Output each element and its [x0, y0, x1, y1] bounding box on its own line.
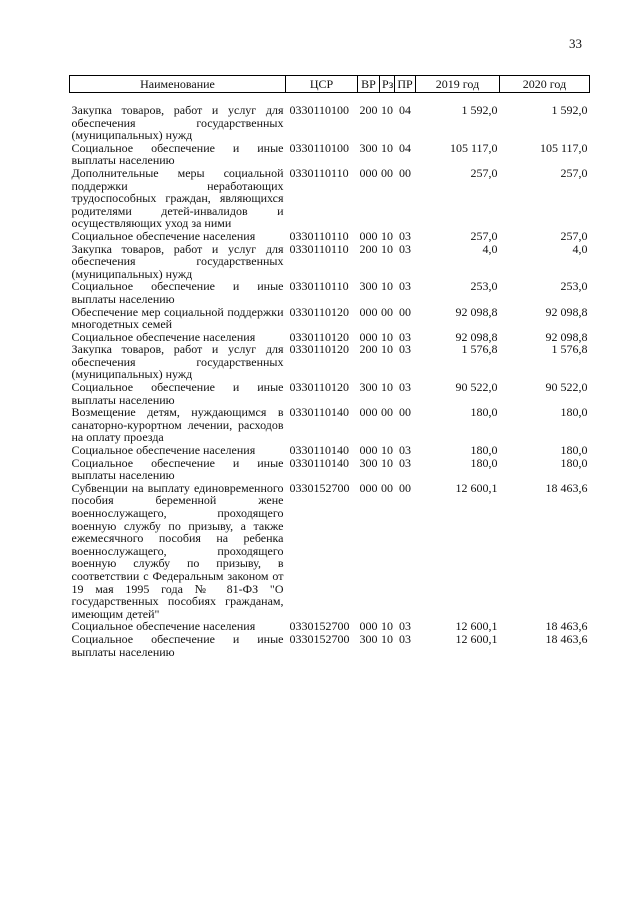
row-amount-2020: 180,0	[560, 443, 588, 458]
row-pr: 03	[399, 342, 411, 357]
header-2020: 2020 год	[500, 76, 590, 93]
row-vr: 000	[359, 480, 378, 495]
row-name: Закупка товаров, работ и услуг для обеспечения государственных (муниципальных) нужд	[71, 103, 284, 143]
row-csr: 0330110100	[289, 103, 350, 117]
row-rz: 10	[381, 619, 393, 634]
header-vr: ВР	[358, 76, 380, 93]
row-vr: 000	[359, 329, 378, 344]
row-vr: 200	[359, 241, 378, 256]
row-pr: 03	[399, 631, 411, 646]
row-vr: 200	[359, 342, 378, 357]
row-rz: 00	[381, 165, 393, 180]
table-header-row	[70, 76, 590, 93]
table-row	[70, 444, 590, 457]
row-csr: 0330110120	[289, 342, 350, 357]
header-name: Наименование	[70, 76, 286, 93]
row-csr: 0330110110	[289, 165, 349, 180]
table-row	[70, 343, 590, 381]
row-csr: 0330110120	[289, 304, 350, 319]
row-vr: 200	[359, 103, 378, 117]
row-pr: 03	[399, 241, 411, 256]
row-amount-2019: 257,0	[470, 228, 498, 243]
row-csr: 0330110110	[289, 228, 349, 243]
row-vr: 300	[359, 380, 378, 395]
header-csr: ЦСР	[286, 76, 358, 93]
row-pr: 03	[399, 279, 411, 294]
row-amount-2020: 180,0	[560, 455, 588, 470]
row-rz: 00	[381, 304, 393, 319]
row-csr: 0330152700	[289, 619, 350, 634]
row-csr: 0330152700	[289, 631, 350, 646]
table-row	[70, 167, 590, 230]
row-pr: 03	[399, 619, 411, 634]
row-pr: 03	[399, 455, 411, 470]
row-name: Социальное обеспечение и иные выплаты населению	[71, 140, 284, 168]
table-body	[70, 93, 590, 659]
row-name: Обеспечение мер социальной поддержки многодетных семей	[71, 304, 284, 332]
table-row	[70, 457, 590, 482]
row-amount-2020: 92 098,8	[545, 329, 588, 344]
row-amount-2019: 92 098,8	[455, 329, 498, 344]
table-row	[70, 482, 590, 621]
row-rz: 00	[381, 480, 393, 495]
row-name: Социальное обеспечение и иные выплаты населению	[71, 455, 284, 483]
row-name: Социальное обеспечение и иные выплаты населению	[71, 380, 284, 407]
row-name: Закупка товаров, работ и услуг для обеспечения государственных (муниципальных) нужд	[71, 241, 284, 281]
table-row	[70, 306, 590, 331]
row-amount-2019: 90 522,0	[455, 380, 498, 395]
row-amount-2019: 253,0	[470, 279, 498, 294]
row-pr: 04	[399, 103, 411, 117]
table-row	[70, 280, 590, 305]
row-vr: 300	[359, 140, 378, 155]
row-amount-2019: 180,0	[470, 405, 498, 420]
row-rz: 10	[381, 380, 393, 395]
row-amount-2020: 18 463,6	[545, 619, 588, 634]
row-amount-2020: 253,0	[560, 279, 588, 294]
row-name: Социальное обеспечение и иные выплаты населению	[71, 279, 284, 306]
row-pr: 03	[399, 329, 411, 344]
row-vr: 300	[359, 279, 378, 294]
row-amount-2019: 12 600,1	[455, 480, 498, 495]
row-amount-2020: 90 522,0	[545, 380, 588, 395]
row-amount-2019: 180,0	[470, 443, 498, 458]
row-csr: 0330110140	[289, 405, 350, 420]
row-pr: 03	[399, 380, 411, 395]
row-csr: 0330110110	[289, 241, 349, 256]
row-rz: 10	[381, 241, 393, 256]
table-row	[70, 406, 590, 444]
table-row	[70, 633, 590, 658]
row-vr: 000	[359, 619, 378, 634]
row-rz: 10	[381, 443, 393, 458]
row-vr: 000	[359, 228, 378, 243]
row-vr: 000	[359, 304, 378, 319]
row-csr: 0330110100	[289, 140, 350, 155]
row-name: Субвенции на выплату единовременного пособия беременной жене военнослужащего, проходящего военную службу по призыву, а также ежемесячного пособия на ребенка военнослужащего, проходящего военную службу по призыву, в соответствии с Федеральным законом от 19 мая 1995 года № 81-ФЗ "О государственных пособиях гражданам, имеющим детей"	[71, 480, 284, 621]
row-name: Социальное обеспечение населения	[71, 228, 256, 243]
row-amount-2020: 92 098,8	[545, 304, 588, 319]
row-name: Социальное обеспечение и иные выплаты населению	[71, 631, 284, 659]
row-csr: 0330110140	[289, 455, 350, 470]
header-2019: 2019 год	[416, 76, 500, 93]
row-vr: 000	[359, 405, 378, 420]
row-rz: 00	[381, 405, 393, 420]
table-row	[70, 381, 590, 406]
row-amount-2019: 12 600,1	[455, 619, 498, 634]
row-name: Социальное обеспечение населения	[71, 443, 256, 458]
row-rz: 10	[381, 631, 393, 646]
row-amount-2020: 257,0	[560, 165, 588, 180]
row-amount-2019: 257,0	[470, 165, 498, 180]
row-rz: 10	[381, 140, 393, 155]
row-amount-2020: 1 592,0	[551, 103, 588, 117]
table-row	[70, 243, 590, 281]
row-amount-2019: 105 117,0	[449, 140, 498, 155]
row-amount-2020: 105 117,0	[539, 140, 588, 155]
row-rz: 10	[381, 279, 393, 294]
row-amount-2019: 180,0	[470, 455, 498, 470]
row-csr: 0330110110	[289, 279, 349, 294]
row-rz: 10	[381, 103, 393, 117]
row-pr: 03	[399, 228, 411, 243]
row-amount-2020: 257,0	[560, 228, 588, 243]
row-csr: 0330152700	[289, 480, 350, 495]
row-csr: 0330110120	[289, 380, 350, 395]
row-pr: 04	[399, 140, 411, 155]
page-number: 33	[569, 36, 582, 51]
row-pr: 00	[399, 165, 411, 180]
row-vr: 000	[359, 443, 378, 458]
row-amount-2020: 18 463,6	[545, 480, 588, 495]
table-row	[70, 230, 590, 243]
row-amount-2020: 4,0	[572, 241, 588, 256]
budget-table	[69, 75, 590, 658]
header-rz: Рз	[380, 76, 395, 93]
row-vr: 300	[359, 631, 378, 646]
row-amount-2019: 1 592,0	[461, 103, 498, 117]
row-rz: 10	[381, 455, 393, 470]
row-amount-2019: 92 098,8	[455, 304, 498, 319]
row-amount-2020: 1 576,8	[551, 342, 588, 357]
row-amount-2019: 1 576,8	[461, 342, 498, 357]
row-vr: 000	[359, 165, 378, 180]
row-pr: 00	[399, 480, 411, 495]
row-rz: 10	[381, 329, 393, 344]
row-pr: 00	[399, 304, 411, 319]
table-row	[70, 93, 590, 142]
row-rz: 10	[381, 228, 393, 243]
row-amount-2020: 18 463,6	[545, 631, 588, 646]
row-name: Социальное обеспечение населения	[71, 329, 256, 344]
row-csr: 0330110140	[289, 443, 350, 458]
row-name: Возмещение детям, нуждающимся в санаторно-курортном лечении, расходов на оплату проезда	[71, 405, 284, 445]
header-pr: ПР	[395, 76, 416, 93]
row-name: Социальное обеспечение населения	[71, 619, 256, 634]
row-name: Дополнительные меры социальной поддержки неработающих трудоспособных граждан, являющихся родителями детей-инвалидов и осуществляющих уход за ними	[71, 165, 284, 231]
row-pr: 00	[399, 405, 411, 420]
table-row	[70, 142, 590, 167]
row-rz: 10	[381, 342, 393, 357]
row-amount-2019: 12 600,1	[455, 631, 498, 646]
row-amount-2019: 4,0	[482, 241, 498, 256]
row-csr: 0330110120	[289, 329, 350, 344]
row-vr: 300	[359, 455, 378, 470]
row-amount-2020: 180,0	[560, 405, 588, 420]
row-name: Закупка товаров, работ и услуг для обеспечения государственных (муниципальных) нужд	[71, 342, 284, 382]
row-pr: 03	[399, 443, 411, 458]
